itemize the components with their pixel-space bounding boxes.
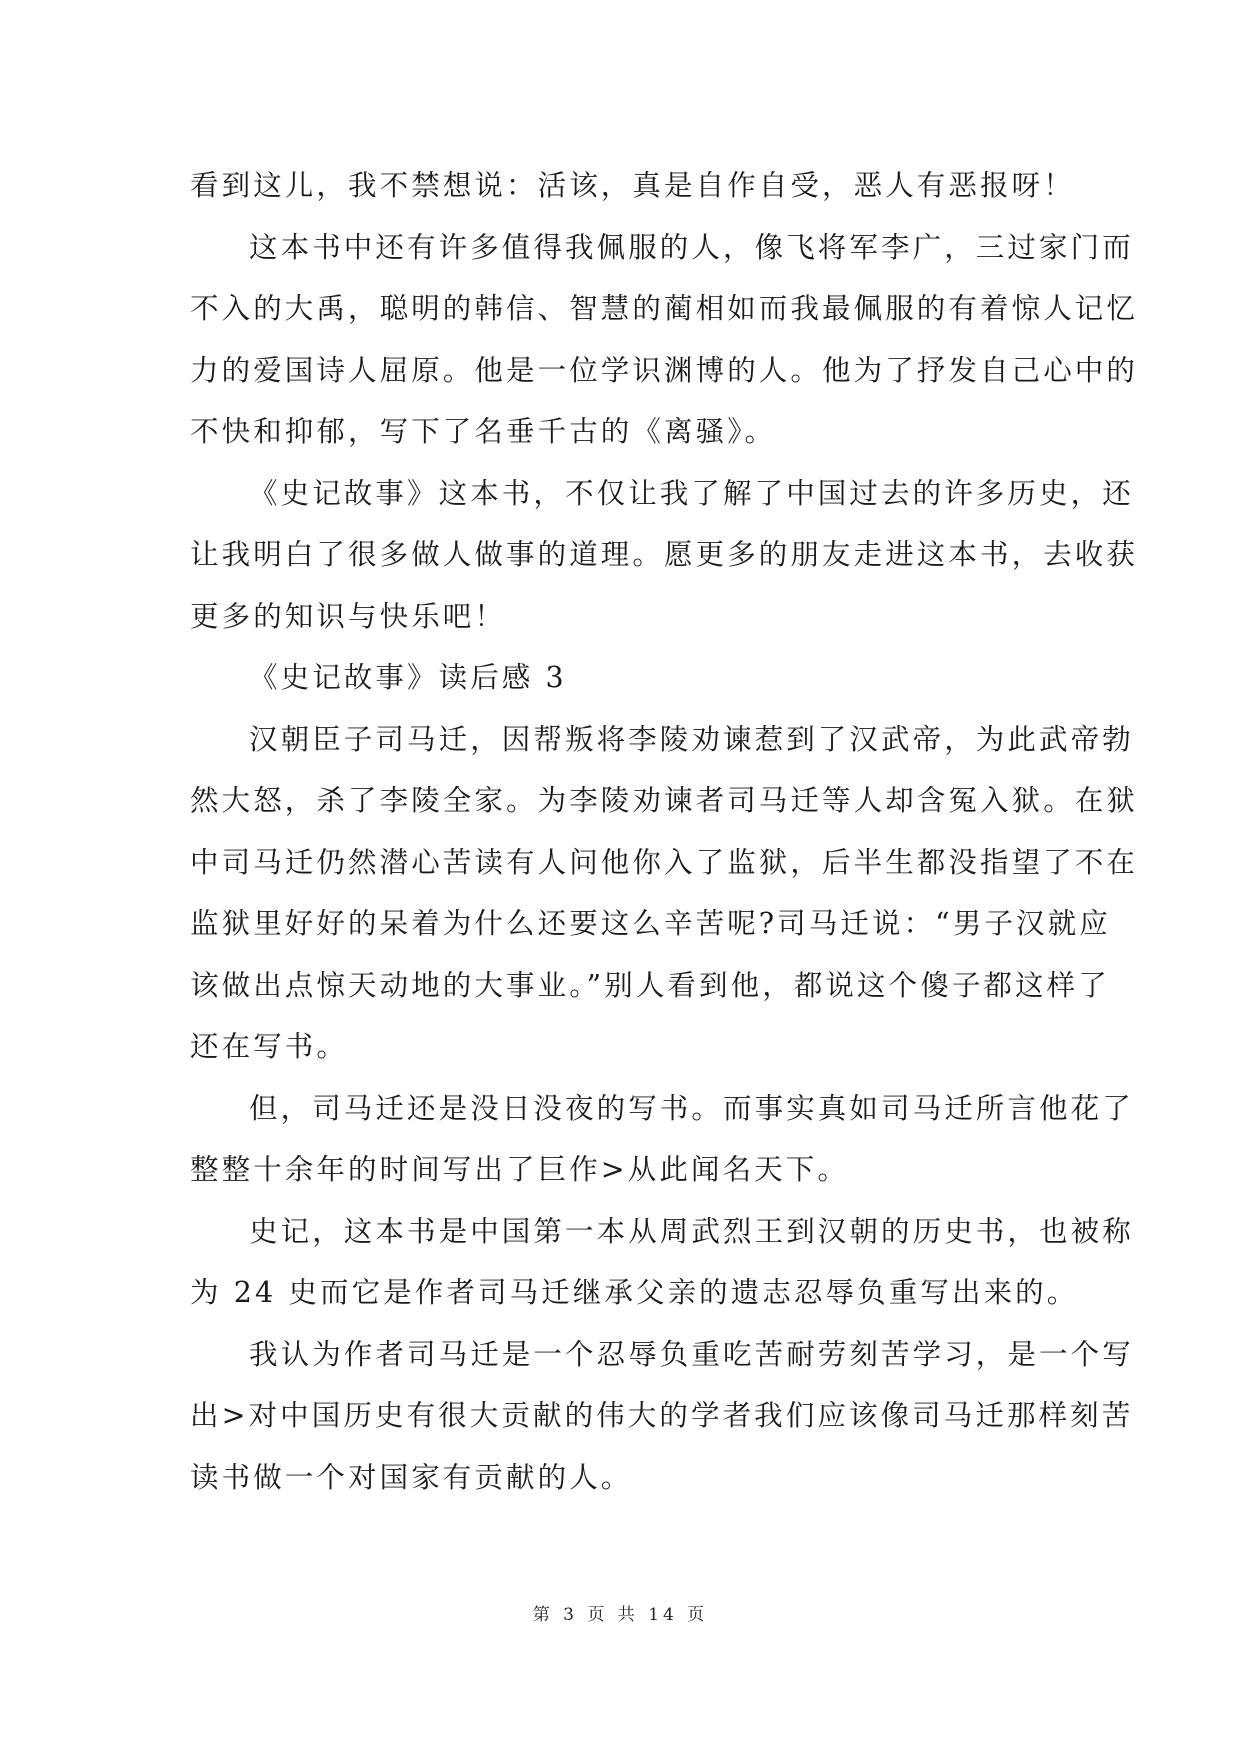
text-line: 史记，这本书是中国第一本从周武烈王到汉朝的历史书，也被称 [249,1214,1134,1248]
text-line: 《史记故事》这本书，不仅让我了解了中国过去的许多历史，还 [249,476,1134,510]
text-line: 但，司马迁还是没日没夜的写书。而事实真如司马迁所言他花了 [249,1091,1134,1125]
text-line: 整整十余年的时间写出了巨作>从此闻名天下。 [190,1153,849,1186]
text-line: 中司马迁仍然潜心苦读有人问他你入了监狱，后半生都没指望了不在 [190,845,1139,879]
section-heading: 《史记故事》读后感 3 [249,661,567,694]
text-line: 出>对中国历史有很大贡献的伟大的学者我们应该像司马迁那样刻苦 [190,1399,1134,1432]
footer-prefix: 第 [532,1605,554,1625]
total-page-count: 14 [648,1605,678,1625]
text-line: 这本书中还有许多值得我佩服的人，像飞将军李广，三过家门而 [249,230,1134,264]
footer-suffix: 页 [687,1605,709,1625]
text-line: 汉朝臣子司马迁，因帮叛将李陵劝谏惹到了汉武帝，为此武帝勃 [249,722,1134,756]
text-line: 还在写书。 [190,1030,349,1063]
text-line: 该做出点惊天动地的大事业。”别人看到他，都说这个傻子都这样了 [190,968,1110,1002]
footer-middle: 页 共 [587,1605,639,1625]
text-line: 读书做一个对国家有贡献的人。 [190,1460,633,1494]
page-footer [0,1600,1241,1625]
text-line: 我认为作者司马迁是一个忍辱负重吃苦耐劳刻苦学习，是一个写 [249,1337,1134,1371]
current-page-number: 3 [563,1605,578,1625]
body-text [190,155,1139,1508]
text-line: 为 24 史而它是作者司马迁继承父亲的遗志忍辱负重写出来的。 [190,1276,1079,1309]
text-line: 力的爱国诗人屈原。他是一位学识渊博的人。他为了抒发自己心中的 [190,353,1139,387]
text-line: 然大怒，杀了李陵全家。为李陵劝谏者司马迁等人却含冤入狱。在狱 [190,784,1139,817]
text-line: 让我明白了很多做人做事的道理。愿更多的朋友走进这本书，去收获 [190,538,1139,571]
text-line: 不快和抑郁，写下了名垂千古的《离骚》。 [190,415,777,448]
text-line: 监狱里好好的呆着为什么还要这么辛苦呢?司马迁说：“男子汉就应 [190,907,1111,940]
text-line: 不入的大禹，聪明的韩信、智慧的蔺相如而我最佩服的有着惊人记忆 [190,292,1139,325]
text-line: 更多的知识与快乐吧！ [190,599,507,633]
text-line: 看到这儿，我不禁想说：活该，真是自作自受，恶人有恶报呀！ [190,169,1075,202]
